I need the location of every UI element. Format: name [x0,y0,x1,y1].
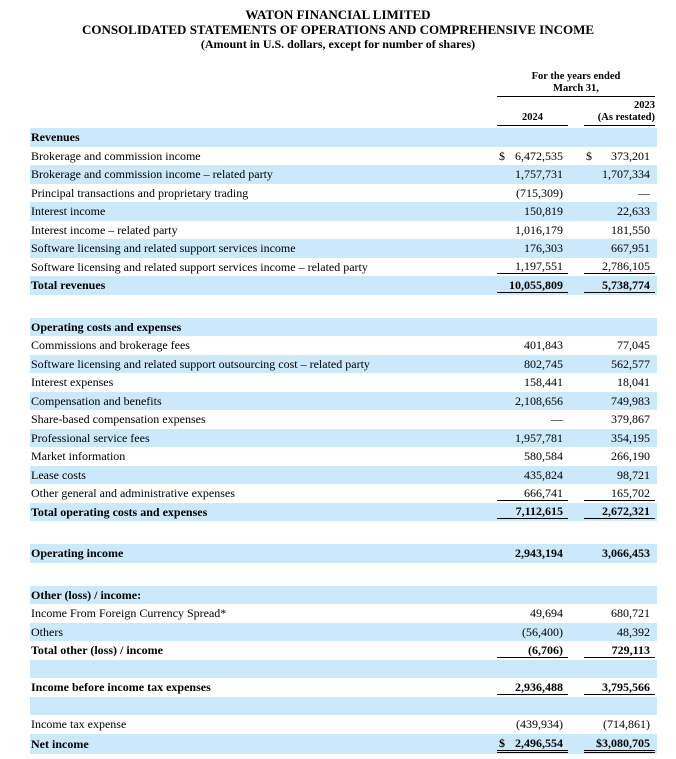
amount-2023: 667,951 [611,241,650,256]
value-2024 [497,278,568,293]
value-2024 [497,412,568,426]
row-label: Income From Foreign Currency Spread* [31,606,227,621]
table-row [30,355,657,374]
amount-2024: (715,309) [516,185,563,200]
section-spacer [30,563,657,586]
amount-2024: 2,943,194 [515,546,563,561]
row-label: Software licensing and related support services income – related party [31,259,368,274]
value-2024 [497,149,568,163]
value-2023 [584,717,655,731]
amount-2024: 2,108,656 [515,393,563,408]
amount-2024: (56,400) [522,624,563,639]
amount-2024: 1,757,731 [515,167,563,182]
value-2023 [584,468,655,482]
amount-2023: 2,786,105 [602,259,650,274]
value-2024 [497,241,568,255]
section-spacer [30,521,657,544]
table-row [30,503,657,522]
table-row [30,641,657,660]
row-label: Others [31,624,63,639]
row-label: Total operating costs and expenses [31,504,208,519]
amount-2023: 2,672,321 [602,504,650,519]
value-2024 [497,338,568,352]
amount-2024: 435,824 [524,467,563,482]
row-label: Compensation and benefits [31,393,162,408]
value-2024 [497,204,568,218]
table-row [30,165,657,184]
column-header-block [497,71,657,126]
value-2023 [584,625,655,639]
table-row [30,276,657,295]
row-label: Operating income [31,546,124,561]
statement-subtitle: (Amount in U.S. dollars, except for number of shares) [200,37,476,51]
table-row [30,147,657,166]
period-header [497,71,655,97]
value-2024 [497,375,568,389]
amount-2024: 10,055,809 [509,277,563,292]
value-2023 [584,223,655,237]
value-2024 [497,259,568,274]
value-2023 [584,278,655,293]
value-2023 [584,431,655,445]
row-label: Interest expenses [31,375,114,390]
section-header-row [30,128,657,147]
column-header-2023 [584,100,655,126]
table-row [30,373,657,392]
table-row [30,466,657,485]
amount-2023: 1,707,334 [602,167,650,182]
row-label: Net income [31,736,89,751]
value-2023 [584,394,655,408]
amount-2023: — [638,185,650,200]
table-row [30,715,657,734]
blank-row [30,660,657,679]
amount-2024: 1,016,179 [515,222,563,237]
currency-2024: $ [499,736,505,750]
table-row [30,678,657,697]
value-2024 [497,625,568,639]
amount-2024: 49,694 [530,606,563,621]
amount-2024: 1,197,551 [515,259,563,274]
value-2024 [497,449,568,463]
row-label: Software licensing and related support outsourcing cost – related party [31,356,370,371]
amount-2024: (6,706) [528,642,563,657]
row-label: Interest income – related party [31,222,178,237]
section-spacer [30,295,657,318]
value-2023 [584,149,655,163]
row-label: Software licensing and related support services income [31,241,296,256]
table-row [30,544,657,563]
amount-2023: 77,045 [617,338,650,353]
table-row [30,734,657,754]
row-label: Principal transactions and proprietary trading [31,185,249,200]
statement-title: CONSOLIDATED STATEMENTS OF OPERATIONS AND COMPREHENSIVE INCOME [81,22,595,37]
column-header-2024: 2024 [497,112,568,127]
amount-2023: 373,201 [611,148,650,163]
table-row [30,336,657,355]
table-row [30,410,657,429]
amount-2023: 354,195 [611,430,650,445]
value-2024 [497,394,568,408]
amount-2023: $3,080,705 [596,736,650,750]
column-header-2023-year: 2023 [634,100,655,111]
amount-2024: 802,745 [524,356,563,371]
value-2023 [584,241,655,255]
value-2024 [497,643,568,658]
row-label: Commissions and brokerage fees [31,338,190,353]
amount-2023: 18,041 [617,375,650,390]
amount-2023: 729,113 [611,642,650,657]
currency-2024: $ [499,148,505,163]
section-header-row [30,586,657,605]
value-2023 [584,259,655,274]
value-2023 [584,357,655,371]
value-2023 [584,504,655,519]
table-row [30,604,657,623]
column-header-2023-restated: (As restated) [597,111,655,123]
amount-2023: 181,550 [611,222,650,237]
value-2023 [584,186,655,200]
table-row [30,221,657,240]
value-2023 [584,375,655,389]
amount-2023: 5,738,774 [602,277,650,292]
value-2023 [584,449,655,463]
table-row [30,623,657,642]
row-label: Income tax expense [31,717,127,732]
value-2023 [584,204,655,218]
document-header [0,0,676,52]
value-2024 [497,468,568,482]
value-2023 [584,680,655,695]
row-label: Total other (loss) / income [31,643,163,658]
value-2024 [497,504,568,519]
table-row [30,239,657,258]
currency-2023: $ [586,148,592,163]
blank-row [30,697,657,716]
amount-2024: 401,843 [524,338,563,353]
amount-2023: 165,702 [611,485,650,500]
amount-2024: — [551,412,563,427]
row-label: Lease costs [31,467,86,482]
value-2024 [497,546,568,560]
row-label: Other general and administrative expenses [31,486,235,501]
value-2024 [497,606,568,620]
amount-2024: 1,957,781 [515,430,563,445]
value-2024 [497,717,568,731]
amount-2024: 666,741 [524,485,563,500]
amount-2023: 562,577 [611,356,650,371]
amount-2024: 176,303 [524,241,563,256]
row-label: Total revenues [31,278,106,293]
row-label: Operating costs and expenses [31,319,182,334]
amount-2024: 580,584 [524,449,563,464]
period-header-line1: For the years ended [531,71,621,82]
row-label: Share-based compensation expenses [31,412,206,427]
table-row [30,392,657,411]
amount-2023: 98,721 [617,467,650,482]
value-2023 [584,736,655,751]
row-label: Income before income tax expenses [31,680,211,695]
amount-2023: 749,983 [611,393,650,408]
amount-2024: (439,934) [516,717,563,732]
amount-2023: 3,795,566 [602,679,650,694]
row-label: Interest income [31,204,106,219]
amount-2023: 3,066,453 [602,546,650,561]
section-header-row [30,318,657,337]
amount-2024: 6,472,535 [515,148,563,163]
amount-2023: (714,861) [603,717,650,732]
column-header-area [30,71,657,126]
value-2024 [497,486,568,501]
row-label: Brokerage and commission income [31,148,201,163]
value-2024 [497,223,568,237]
value-2023 [584,606,655,620]
amount-2023: 48,392 [617,624,650,639]
amount-2024: 2,936,488 [515,679,563,694]
amount-2024: 158,441 [524,375,563,390]
value-2023 [584,643,655,658]
amount-2023: 379,867 [611,412,650,427]
company-name: WATON FINANCIAL LIMITED [245,7,431,22]
value-2024 [497,357,568,371]
value-2024 [497,680,568,695]
value-2024 [497,186,568,200]
value-2024 [497,431,568,445]
year-header-row [497,100,657,126]
amount-2023: 22,633 [617,204,650,219]
statement-table [30,71,657,754]
amount-2024: 7,112,615 [515,504,563,519]
value-2023 [584,167,655,181]
value-2023 [584,412,655,426]
row-label: Brokerage and commission income – related party [31,167,273,182]
amount-2023: 680,721 [611,606,650,621]
value-2024 [497,167,568,181]
row-label: Market information [31,449,126,464]
table-row [30,447,657,466]
table-row [30,429,657,448]
value-2023 [584,546,655,560]
table-row [30,202,657,221]
value-2023 [584,486,655,501]
statement-table-body [30,128,657,754]
period-header-line2: March 31, [553,82,599,94]
table-row [30,184,657,203]
amount-2024: 2,496,554 [515,736,563,750]
value-2023 [584,338,655,352]
row-label: Professional service fees [31,430,150,445]
amount-2024: 150,819 [524,204,563,219]
table-row [30,484,657,503]
row-label: Revenues [31,130,80,145]
table-row [30,258,657,277]
row-label: Other (loss) / income: [31,587,142,602]
amount-2023: 266,190 [611,449,650,464]
value-2024 [497,736,568,751]
